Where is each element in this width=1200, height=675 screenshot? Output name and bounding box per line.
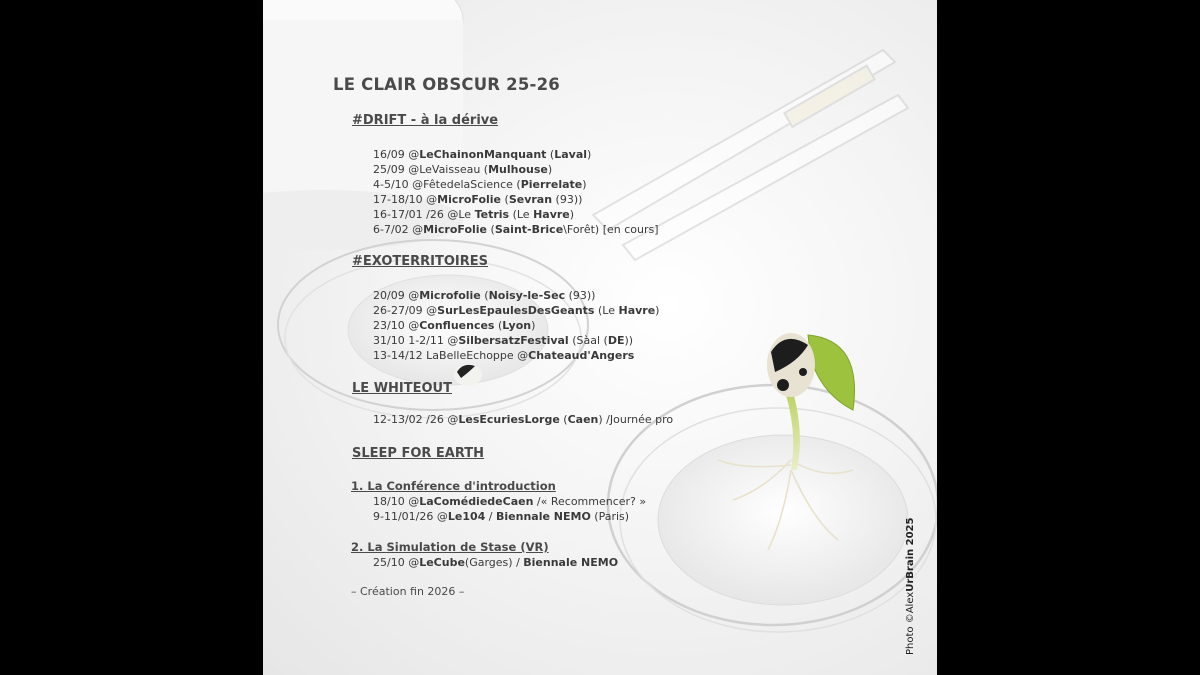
subsection-heading-simulation: 2. La Simulation de Stase (VR) (351, 540, 549, 554)
event-highlight: DE (607, 334, 625, 347)
footer-note: – Création fin 2026 – (351, 585, 465, 598)
exoterritoires-list (373, 288, 659, 363)
event-text: ) (587, 148, 592, 161)
event-highlight: Mulhouse (488, 163, 548, 176)
event-highlight: LesEcuriesLorge (458, 413, 560, 426)
event-item (373, 348, 659, 363)
event-item (373, 303, 659, 318)
event-item (373, 147, 659, 162)
event-item (373, 494, 646, 509)
event-highlight: Laval (554, 148, 588, 161)
event-text: / (485, 510, 497, 523)
event-text: ) (569, 208, 575, 221)
event-item (373, 509, 646, 524)
event-text: ) (547, 163, 553, 176)
event-item (373, 333, 659, 348)
event-text: 26-27/09 @ (373, 304, 438, 317)
event-text: ) /Journée pro (598, 413, 674, 426)
event-highlight: Chateaud'Angers (528, 349, 635, 362)
event-text: ( (546, 148, 555, 161)
event-text: (Le (594, 304, 619, 317)
event-text: 13-14/12 LaBelleEchoppe @ (373, 349, 529, 362)
event-highlight: Sevran (508, 193, 553, 206)
event-item (373, 162, 659, 177)
event-highlight: MicroFolie (423, 223, 488, 236)
event-text: (Sàal ( (568, 334, 608, 347)
event-text: 31/10 1-2/11 @ (373, 334, 459, 347)
simulation-list (373, 555, 618, 570)
event-item (373, 207, 659, 222)
event-text: (Garges) / (464, 556, 524, 569)
subsection-heading-conference: 1. La Conférence d'introduction (351, 479, 556, 493)
drift-list (373, 147, 659, 237)
event-text: ( (494, 319, 503, 332)
section-heading-whiteout: LE WHITEOUT (352, 381, 452, 396)
credit-year: 2025 (905, 517, 916, 549)
event-text: 25/09 @LeVaisseau ( (373, 163, 489, 176)
poster-title: LE CLAIR OBSCUR 25-26 (333, 75, 560, 94)
event-highlight: Tetris (474, 208, 510, 221)
section-heading-sleep-for-earth: SLEEP FOR EARTH (352, 446, 485, 461)
credit-prefix: Photo ©Alex (905, 591, 916, 655)
event-text: 16/09 @ (373, 148, 420, 161)
event-text: 6-7/02 @ (373, 223, 424, 236)
event-text: 20/09 @ (373, 289, 420, 302)
event-item (373, 412, 673, 427)
event-highlight: Le104 (447, 510, 486, 523)
event-highlight: Confluences (419, 319, 495, 332)
event-text: ( (480, 289, 489, 302)
event-text: ) (655, 304, 660, 317)
event-highlight: LeChainonManquant (419, 148, 547, 161)
event-highlight: LaComédiedeCaen (419, 495, 534, 508)
event-item (373, 555, 618, 570)
whiteout-list (373, 412, 673, 427)
section-heading-exoterritoires: #EXOTERRITOIRES (352, 254, 488, 269)
event-text: (Le (509, 208, 534, 221)
event-highlight: MicroFolie (437, 193, 502, 206)
credit-author: UrBrain (905, 548, 916, 592)
event-text: (93)) (552, 193, 583, 206)
event-highlight: Biennale NEMO (496, 510, 591, 523)
event-text: )) (624, 334, 634, 347)
poster-content (263, 0, 937, 675)
event-highlight: Biennale NEMO (523, 556, 619, 569)
event-item (373, 222, 659, 237)
event-text: /« Recommencer? » (533, 495, 647, 508)
section-heading-drift: #DRIFT - à la dérive (352, 113, 499, 128)
event-highlight: Havre (618, 304, 656, 317)
event-text: (Paris) (590, 510, 630, 523)
event-text: 17-18/10 @ (373, 193, 438, 206)
event-text: (93)) (565, 289, 596, 302)
event-text: 16-17/01 /26 @Le (373, 208, 475, 221)
event-text: 9-11/01/26 @ (373, 510, 448, 523)
event-item (373, 177, 659, 192)
event-highlight: Lyon (502, 319, 532, 332)
event-text: 23/10 @ (373, 319, 420, 332)
event-highlight: LeCube (419, 556, 465, 569)
photo-credit (905, 518, 916, 655)
event-highlight: Caen (567, 413, 599, 426)
event-highlight: Noisy-le-Sec (488, 289, 566, 302)
event-text: ( (501, 193, 509, 206)
event-text: 18/10 @ (373, 495, 420, 508)
event-text: ) (531, 319, 536, 332)
event-text: 12-13/02 /26 @ (373, 413, 459, 426)
event-text: \Forêt) [en cours] (563, 223, 659, 236)
event-text: ) (582, 178, 587, 191)
event-text: 25/10 @ (373, 556, 420, 569)
event-highlight: Microfolie (419, 289, 481, 302)
event-text: ( (559, 413, 568, 426)
event-highlight: Pierrelate (520, 178, 583, 191)
event-item (373, 318, 659, 333)
event-text: ( (487, 223, 495, 236)
event-highlight: Saint-Brice (494, 223, 564, 236)
event-item (373, 288, 659, 303)
poster (263, 0, 937, 675)
event-item (373, 192, 659, 207)
conference-list (373, 494, 646, 524)
event-highlight: Havre (533, 208, 570, 221)
event-highlight: SurLesEpaulesDesGeants (437, 304, 595, 317)
event-text: 4-5/10 @FêtedelaScience ( (373, 178, 521, 191)
event-highlight: SilbersatzFestival (458, 334, 569, 347)
